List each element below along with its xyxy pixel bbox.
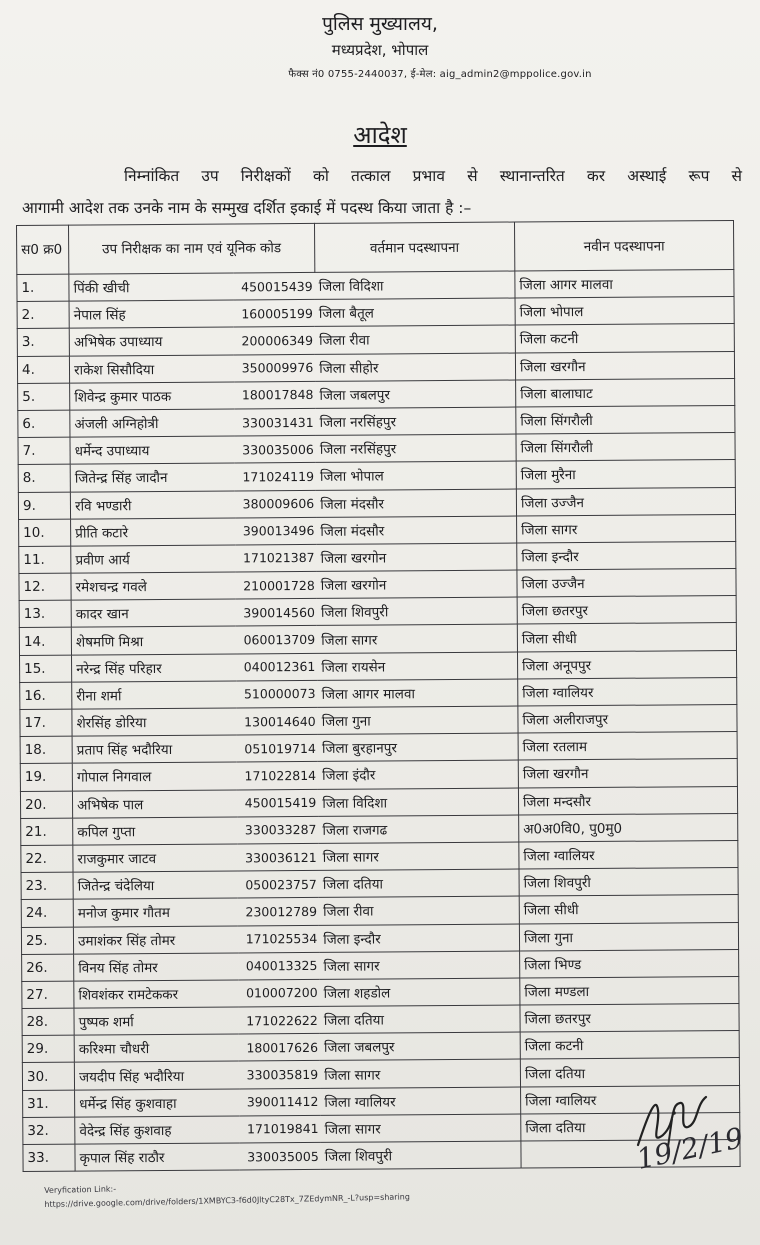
header-name: उप निरीक्षक का नाम एवं यूनिक कोड <box>69 223 315 274</box>
row-new-posting: जिला अनूपपुर <box>517 650 736 679</box>
row-current-posting: जिला सागर <box>317 624 517 653</box>
row-serial: 13. <box>19 600 71 628</box>
row-new-posting: जिला भिण्ड <box>520 949 739 978</box>
row-serial: 9. <box>18 492 70 520</box>
row-unique-code: 010007200 <box>239 979 320 1007</box>
row-new-posting: जिला ग्वालियर <box>519 840 738 869</box>
row-serial: 23. <box>21 872 73 900</box>
row-new-posting: जिला सीधी <box>519 895 738 924</box>
row-serial: 30. <box>22 1063 74 1091</box>
row-new-posting: जिला इन्दौर <box>517 541 736 570</box>
row-unique-code: 050023757 <box>238 871 319 899</box>
row-serial: 24. <box>21 899 73 927</box>
row-new-posting: जिला खरगौन <box>518 759 737 788</box>
row-serial: 3. <box>17 329 69 357</box>
row-unique-code: 171025534 <box>238 925 319 953</box>
row-officer-name: शेषमणि मिश्रा <box>71 626 236 654</box>
row-current-posting: जिला सागर <box>320 1059 520 1088</box>
row-serial: 27. <box>22 981 74 1009</box>
row-officer-name: रवि भण्डारी <box>70 490 235 518</box>
row-unique-code: 450015419 <box>237 789 318 817</box>
row-new-posting: जिला शिवपुरी <box>519 868 738 897</box>
row-serial: 18. <box>20 736 72 764</box>
row-officer-name: रमेशचन्द्र गवले <box>71 572 236 600</box>
row-unique-code: 130014640 <box>237 707 318 735</box>
row-serial: 26. <box>22 954 74 982</box>
row-unique-code: 171024119 <box>235 463 316 491</box>
row-new-posting: जिला गुना <box>519 922 738 951</box>
row-current-posting: जिला खरगोन <box>316 543 516 572</box>
row-current-posting: जिला शिवपुरी <box>317 597 517 626</box>
row-unique-code: 390011412 <box>239 1088 320 1116</box>
row-current-posting: जिला रीवा <box>319 896 519 925</box>
row-officer-name: शेरसिंह डोरिया <box>72 708 237 736</box>
order-title: आदेश <box>353 121 407 149</box>
row-serial: 15. <box>20 655 72 683</box>
row-unique-code: 330031431 <box>235 408 316 436</box>
transfer-table <box>16 220 741 1172</box>
verification-link[interactable]: https://drive.google.com/drive/folders/1XMBYC3-f6d0JltyC28Tx_7ZEdymNR_-L?usp=sharing <box>44 1192 410 1209</box>
row-officer-name: नेपाल सिंह <box>69 300 234 328</box>
row-current-posting: जिला खरगोन <box>317 570 517 599</box>
row-new-posting: जिला ग्वालियर <box>520 1085 739 1114</box>
row-current-posting: जिला विदिशा <box>315 271 515 300</box>
row-unique-code: 330035819 <box>239 1061 320 1089</box>
row-officer-name: प्रताप सिंह भदौरिया <box>72 735 237 763</box>
row-officer-name: शिवेन्द्र कुमार पाठक <box>70 382 235 410</box>
row-unique-code: 051019714 <box>237 735 318 763</box>
row-current-posting: जिला सीहोर <box>315 353 515 382</box>
row-new-posting: जिला सीधी <box>517 623 736 652</box>
row-new-posting: जिला उज्जैन <box>516 487 735 516</box>
row-serial: 17. <box>20 709 72 737</box>
row-new-posting: जिला भोपाल <box>515 297 734 326</box>
row-new-posting: जिला दतिया <box>520 1058 739 1087</box>
row-unique-code: 230012789 <box>238 898 319 926</box>
row-new-posting: जिला उज्जैन <box>517 569 736 598</box>
row-current-posting: जिला दतिया <box>319 869 519 898</box>
row-unique-code: 390014560 <box>236 599 317 627</box>
row-new-posting: जिला बालाघाट <box>516 378 735 407</box>
row-unique-code: 171022814 <box>237 762 318 790</box>
row-officer-name: अभिषेक पाल <box>73 790 238 818</box>
row-officer-name: पिंकी खीची <box>69 273 234 301</box>
row-unique-code: 171021387 <box>236 544 317 572</box>
row-new-posting: जिला मण्डला <box>520 976 739 1005</box>
row-officer-name: प्रवीण आर्य <box>71 545 236 573</box>
row-new-posting: अ0अ0वि0, पु0मु0 <box>519 813 738 842</box>
row-unique-code: 330035005 <box>240 1142 321 1170</box>
row-unique-code: 180017626 <box>239 1034 320 1062</box>
row-unique-code: 171022622 <box>239 1006 320 1034</box>
row-unique-code: 180017848 <box>234 381 315 409</box>
row-serial: 29. <box>22 1035 74 1063</box>
row-officer-name: राजकुमार जाटव <box>73 844 238 872</box>
contact-line: फैक्स नं0 0755-2440037, ई-मेल: aig_admin2@mppolice.gov.in <box>288 69 592 80</box>
row-unique-code: 060013709 <box>236 626 317 654</box>
row-current-posting: जिला ग्वालियर <box>320 1087 520 1116</box>
row-unique-code: 350009976 <box>234 354 315 382</box>
row-unique-code: 040013325 <box>238 952 319 980</box>
row-current-posting: जिला शहडोल <box>320 978 520 1007</box>
row-new-posting: जिला खरगौन <box>515 351 734 380</box>
row-current-posting: जिला सागर <box>319 951 519 980</box>
row-serial: 7. <box>18 437 70 465</box>
row-serial: 10. <box>19 519 71 547</box>
row-serial: 16. <box>20 682 72 710</box>
row-serial: 25. <box>21 927 73 955</box>
row-new-posting: जिला मन्दसौर <box>518 786 737 815</box>
row-current-posting: जिला जबलपुर <box>320 1032 520 1061</box>
row-new-posting: जिला रतलाम <box>518 732 737 761</box>
row-officer-name: धर्मेन्द्र सिंह कुशवाहा <box>75 1089 240 1117</box>
row-serial: 22. <box>21 845 73 873</box>
row-new-posting: जिला सिंगरौली <box>516 405 735 434</box>
row-officer-name: कपिल गुप्ता <box>73 817 238 845</box>
row-serial: 4. <box>17 356 69 384</box>
row-officer-name: कादर खान <box>71 599 236 627</box>
row-serial: 20. <box>20 791 72 819</box>
row-new-posting: जिला कटनी <box>515 324 734 353</box>
row-officer-name: शिवशंकर रामटेककर <box>74 980 239 1008</box>
table-header-row <box>17 220 734 274</box>
row-serial: 8. <box>18 464 70 492</box>
header-current-posting: वर्तमान पदस्थापना <box>314 222 515 272</box>
row-current-posting: जिला राजगढ <box>318 815 518 844</box>
row-serial: 6. <box>18 410 70 438</box>
row-current-posting: जिला बुरहानपुर <box>318 733 518 762</box>
row-unique-code: 510000073 <box>237 680 318 708</box>
row-new-posting: जिला मुरैना <box>516 460 735 489</box>
row-officer-name: कृपाल सिंह राठौर <box>75 1143 240 1171</box>
row-officer-name: जितेन्द्र चंदेलिया <box>73 871 238 899</box>
row-serial: 11. <box>19 546 71 574</box>
row-current-posting: जिला गुना <box>318 706 518 735</box>
row-officer-name: पुष्पक शर्मा <box>74 1007 239 1035</box>
row-officer-name: अभिषेक उपाध्याय <box>69 327 234 355</box>
signature-date: 19/2/19 <box>633 1121 747 1176</box>
row-current-posting: जिला आगर मालवा <box>317 679 517 708</box>
row-officer-name: विनय सिंह तोमर <box>74 953 239 981</box>
row-unique-code: 210001728 <box>236 571 317 599</box>
row-new-posting: जिला दतिया <box>521 1112 740 1141</box>
row-serial: 1. <box>17 274 69 302</box>
row-officer-name: जितेन्द्र सिंह जादौन <box>70 463 235 491</box>
row-serial: 28. <box>22 1008 74 1036</box>
row-current-posting: जिला नरसिंहपुर <box>316 407 516 436</box>
row-unique-code: 450015439 <box>234 272 315 300</box>
row-unique-code: 330035006 <box>235 436 316 464</box>
row-officer-name: प्रीति कटारे <box>71 518 236 546</box>
row-new-posting: जिला छतरपुर <box>517 596 736 625</box>
row-current-posting: जिला नरसिंहपुर <box>316 434 516 463</box>
row-serial: 33. <box>23 1144 75 1172</box>
row-current-posting: जिला शिवपुरी <box>321 1141 521 1170</box>
row-current-posting: जिला सागर <box>319 842 519 871</box>
row-officer-name: राकेश सिसौदिया <box>70 355 235 383</box>
row-current-posting: जिला भोपाल <box>316 461 516 490</box>
row-current-posting: जिला मंदसौर <box>316 516 516 545</box>
row-current-posting: जिला जबलपुर <box>315 380 515 409</box>
office-name: पुलिस मुख्यालय, <box>322 13 438 35</box>
row-officer-name: करिश्मा चौधरी <box>74 1034 239 1062</box>
row-officer-name: मनोज कुमार गौतम <box>73 898 238 926</box>
row-serial: 5. <box>18 383 70 411</box>
verification-block <box>44 1176 410 1212</box>
header-new-posting: नवीन पदस्थापना <box>514 220 733 271</box>
row-new-posting: जिला ग्वालियर <box>518 677 737 706</box>
row-serial: 32. <box>23 1117 75 1145</box>
row-current-posting: जिला इन्दौर <box>319 924 519 953</box>
row-officer-name: गोपाल निगवाल <box>72 762 237 790</box>
row-officer-name: नरेन्द्र सिंह परिहार <box>72 654 237 682</box>
row-unique-code: 330036121 <box>238 843 319 871</box>
row-current-posting: जिला बैतूल <box>315 298 515 327</box>
row-current-posting: जिला सागर <box>320 1114 520 1143</box>
row-serial: 2. <box>17 301 69 329</box>
row-serial: 21. <box>21 818 73 846</box>
row-new-posting: जिला सिंगरौली <box>516 433 735 462</box>
row-current-posting: जिला मंदसौर <box>316 489 516 518</box>
row-new-posting: जिला अलीराजपुर <box>518 704 737 733</box>
row-new-posting: जिला आगर मालवा <box>515 269 734 298</box>
row-serial: 12. <box>19 573 71 601</box>
verification-label: Veryfication Link:- <box>44 1184 117 1195</box>
office-city: मध्यप्रदेश, भोपाल <box>331 41 429 59</box>
row-current-posting: जिला इंदौर <box>318 760 518 789</box>
row-officer-name: रीना शर्मा <box>72 681 237 709</box>
paragraph-line-2: आगामी आदेश तक उनके नाम के सम्मुख दर्शित इकाई में पदस्थ किया जाता है :– <box>22 199 472 217</box>
row-serial: 19. <box>20 763 72 791</box>
row-current-posting: जिला विदिशा <box>318 788 518 817</box>
row-new-posting: जिला कटनी <box>520 1031 739 1060</box>
row-serial: 31. <box>23 1090 75 1118</box>
row-officer-name: उमाशंकर सिंह तोमर <box>73 925 238 953</box>
header-serial: स0 क्र0 <box>17 225 69 274</box>
row-officer-name: अंजली अग्निहोत्री <box>70 409 235 437</box>
table-body <box>17 269 740 1171</box>
row-unique-code: 160005199 <box>234 300 315 328</box>
row-unique-code: 171019841 <box>240 1115 321 1143</box>
row-current-posting: जिला दतिया <box>320 1005 520 1034</box>
row-unique-code: 040012361 <box>236 653 317 681</box>
row-unique-code: 390013496 <box>235 517 316 545</box>
row-unique-code: 380009606 <box>235 490 316 518</box>
row-unique-code: 200006349 <box>234 327 315 355</box>
row-new-posting: जिला छतरपुर <box>520 1004 739 1033</box>
row-new-posting: जिला सागर <box>517 514 736 543</box>
row-officer-name: धर्मेन्द उपाध्याय <box>70 436 235 464</box>
row-current-posting: जिला रीवा <box>315 325 515 354</box>
row-current-posting: जिला रायसेन <box>317 652 517 681</box>
row-unique-code: 330033287 <box>237 816 318 844</box>
paragraph-line-1: निम्नांकित उप निरीक्षकों को तत्काल प्रभाव से स्थानान्तरित कर अस्थाई रूप से <box>124 167 742 185</box>
order-paragraph <box>22 160 742 224</box>
row-officer-name: वेदेन्द्र सिंह कुशवाह <box>75 1116 240 1144</box>
row-serial: 14. <box>19 628 71 656</box>
row-officer-name: जयदीप सिंह भदौरिया <box>74 1061 239 1089</box>
